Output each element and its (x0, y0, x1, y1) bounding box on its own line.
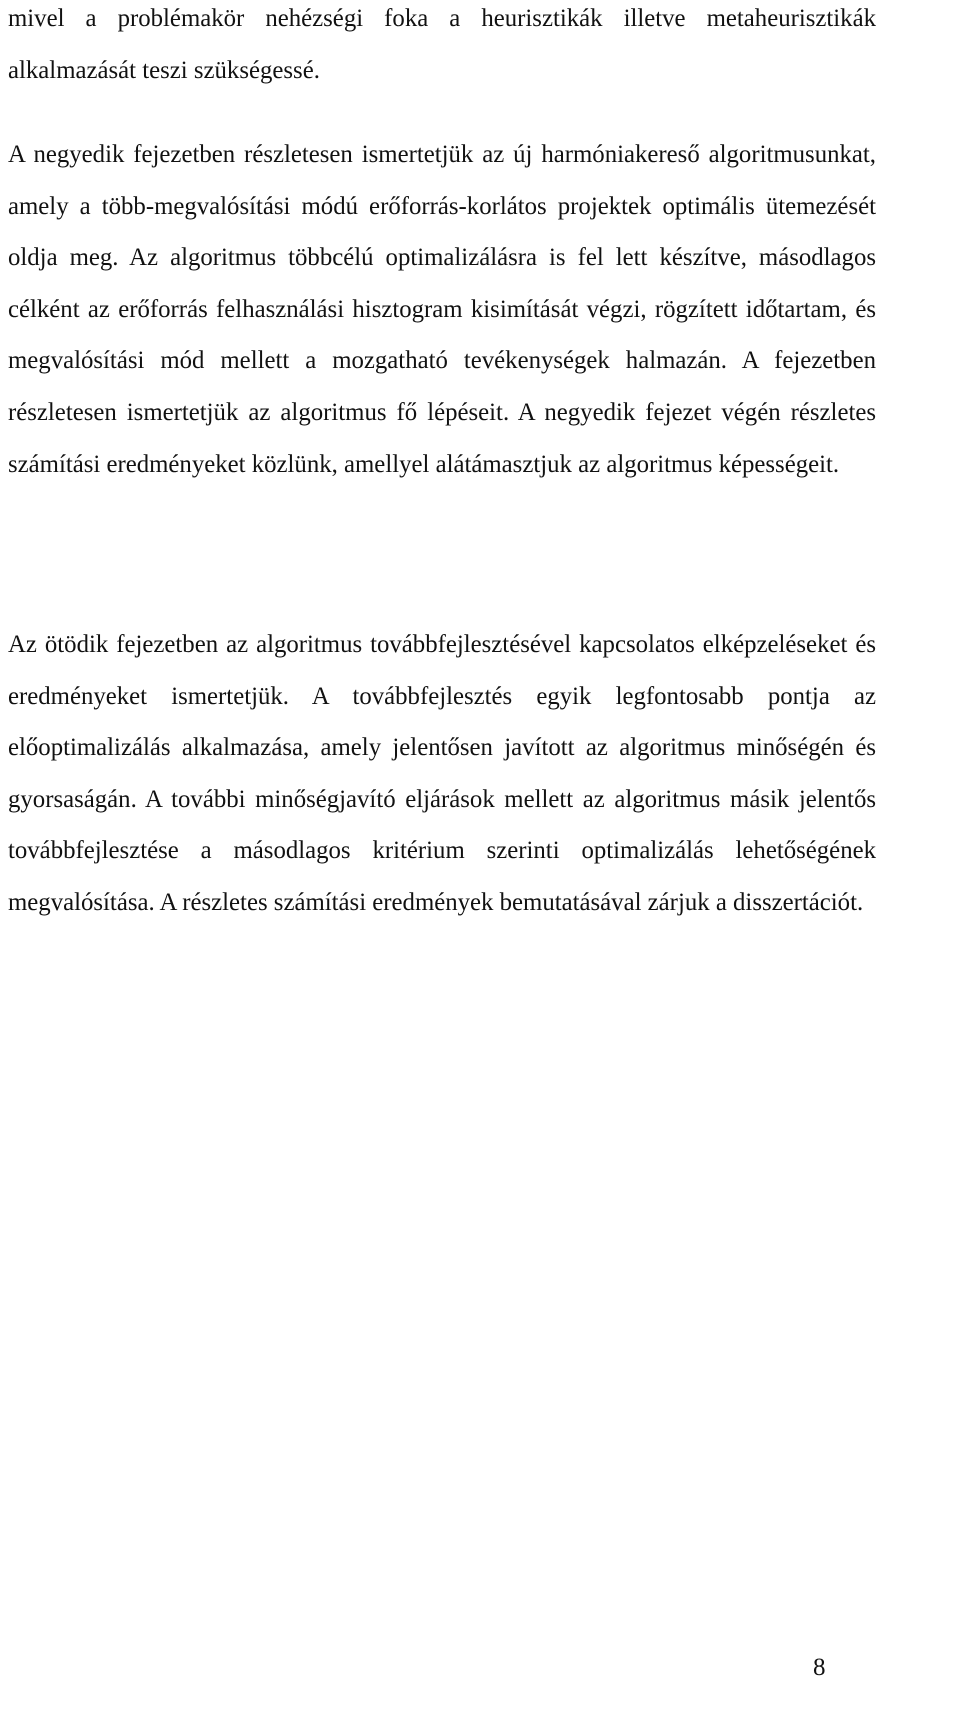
paragraph-continuation: mivel a problémakör nehézségi foka a heurisztikák illetve metaheurisztikák alkalmazását teszi szükségessé. (8, 5, 876, 84)
paragraph-chapter-five: Az ötödik fejezetben az algoritmus továbbfejlesztésével kapcsolatos elképzeléseket és eredményeket ismertetjük. A továbbfejlesztés egyik legfontosabb pontja az előoptimalizálás alkalmazása, amely jelentősen javított az algoritmus minőségén és gyorsaságán. A további minőségjavító eljárások mellett az algoritmus másik jelentős továbbfejlesztése a másodlagos kritérium szerinti optimalizálás lehetőségének megvalósítása. A részletes számítási eredmények bemutatásával zárjuk a disszertációt. (8, 631, 876, 916)
paragraph-chapter-four: A negyedik fejezetben részletesen ismertetjük az új harmóniakereső algoritmusunkat, amely a több-megvalósítási módú erőforrás-korlátos projektek optimális ütemezését oldja meg. Az algoritmus többcélú optimalizálásra is fel lett készítve, másodlagos célként az erőforrás felhasználási hisztogram kisimítását végzi, rögzített időtartam, és megvalósítási mód mellett a mozgatható tevékenységek halmazán. A fejezetben részletesen ismertetjük az algoritmus fő lépéseit. A negyedik fejezet végén részletes számítási eredményeket közlünk, amellyel alátámasztjuk az algoritmus képességeit. (8, 141, 876, 478)
page-number: 8 (813, 1654, 826, 1681)
